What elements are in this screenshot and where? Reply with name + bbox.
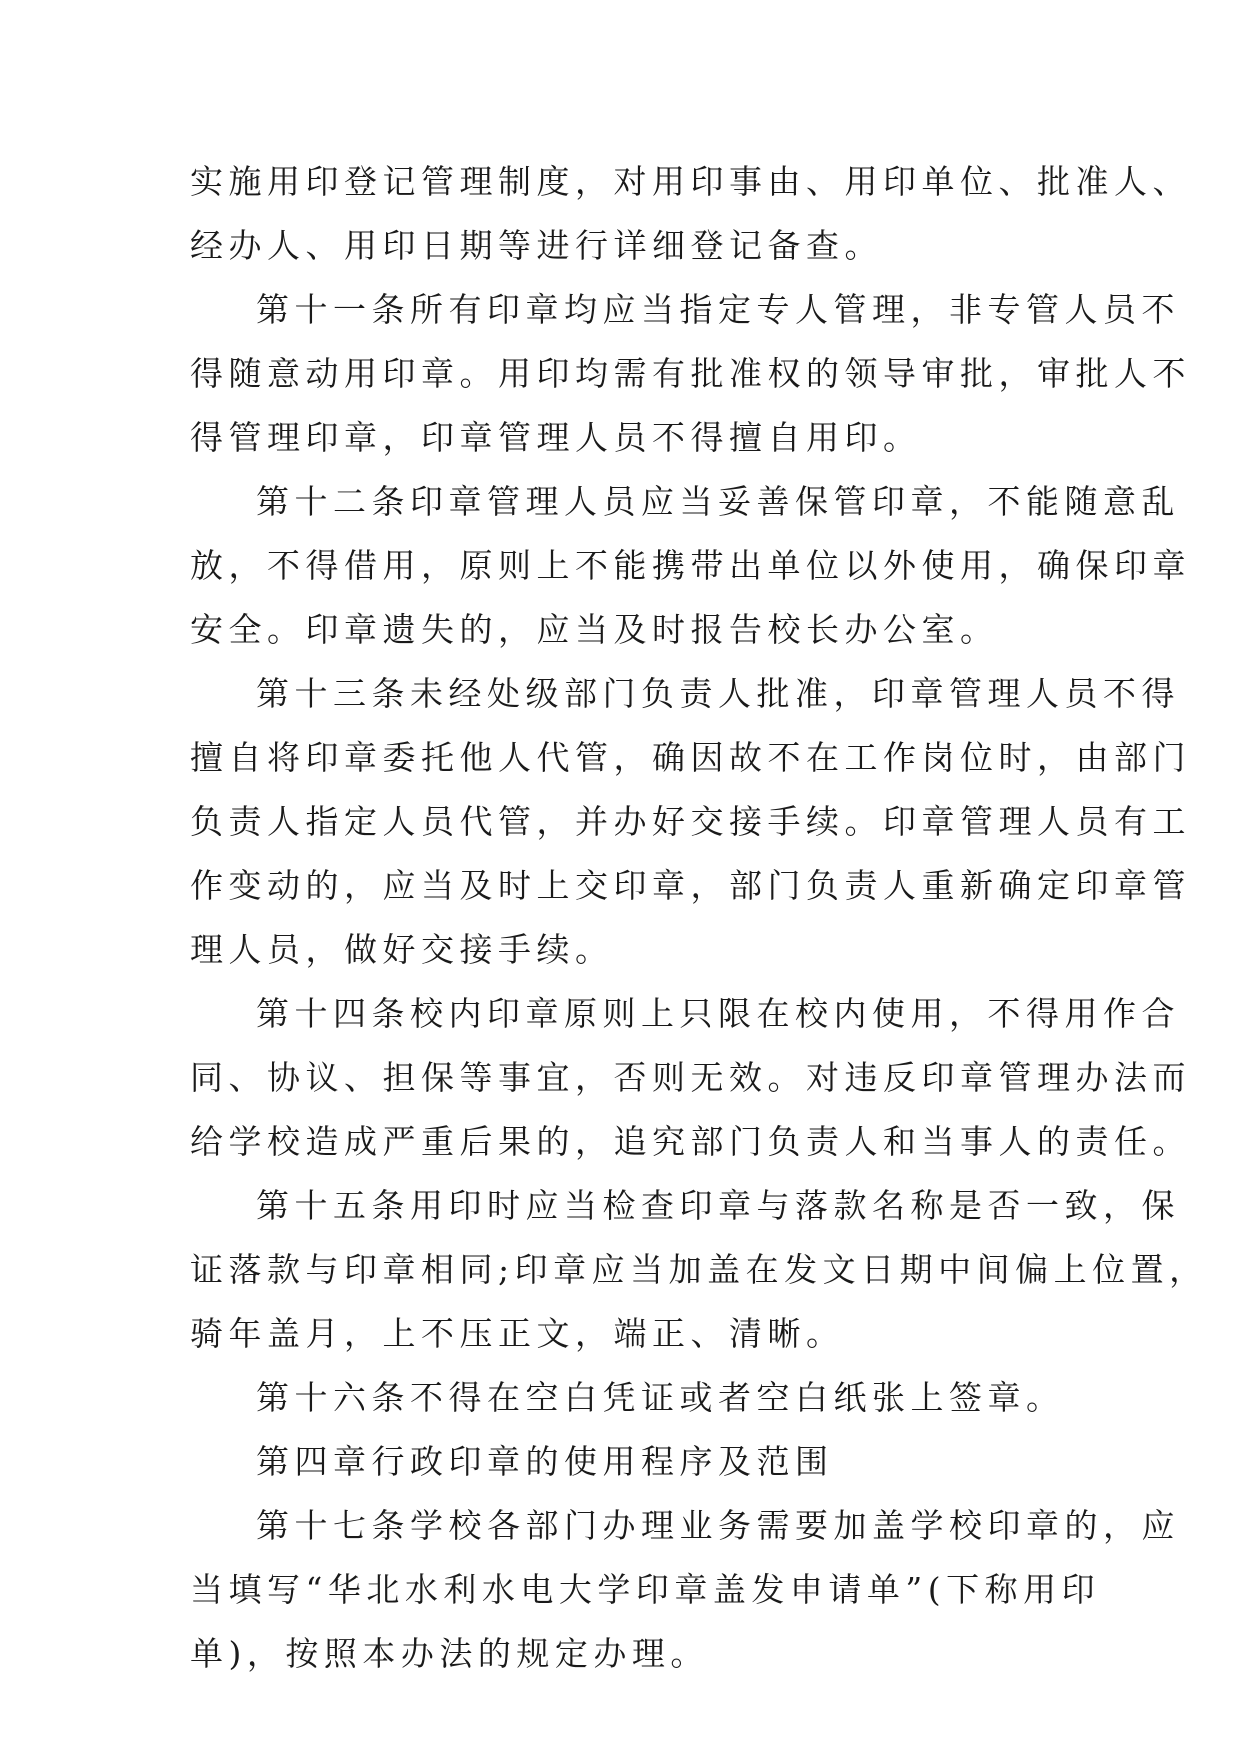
text-line: 擅自将印章委托他人代管，确因故不在工作岗位时，由部门 [190, 738, 1191, 777]
text-line: 当填写“华北水利水电大学印章盖发申请单”(下称用印 [190, 1570, 1101, 1609]
document-body [190, 150, 1208, 1686]
article-14-line: 第十四条校内印章原则上只限在校内使用，不得用作合 [256, 994, 1180, 1033]
text-line: 理人员，做好交接手续。 [190, 930, 614, 969]
text-line: 得管理印章，印章管理人员不得擅自用印。 [190, 418, 922, 457]
text-line: 骑年盖月，上不压正文，端正、清晰。 [190, 1314, 845, 1353]
article-16-line: 第十六条不得在空白凭证或者空白纸张上签章。 [256, 1378, 1065, 1417]
text-line: 安全。印章遗失的，应当及时报告校长办公室。 [190, 610, 999, 649]
text-line: 给学校造成严重后果的，追究部门负责人和当事人的责任。 [190, 1122, 1191, 1161]
article-15-line: 第十五条用印时应当检查印章与落款名称是否一致，保 [256, 1186, 1180, 1225]
text-line: 单)，按照本办法的规定办理。 [190, 1634, 709, 1673]
text-line: 证落款与印章相同;印章应当加盖在发文日期中间偏上位置， [190, 1250, 1208, 1289]
chapter-4-heading: 第四章行政印章的使用程序及范围 [256, 1442, 834, 1481]
text-line: 经办人、用印日期等进行详细登记备查。 [190, 226, 883, 265]
text-line: 得随意动用印章。用印均需有批准权的领导审批，审批人不 [190, 354, 1191, 393]
text-line: 同、协议、担保等事宜，否则无效。对违反印章管理办法而 [190, 1058, 1191, 1097]
text-line: 作变动的，应当及时上交印章，部门负责人重新确定印章管 [190, 866, 1191, 905]
text-line: 实施用印登记管理制度，对用印事由、用印单位、批准人、 [190, 162, 1191, 201]
article-12-line: 第十二条印章管理人员应当妥善保管印章，不能随意乱 [256, 482, 1180, 521]
article-17-line: 第十七条学校各部门办理业务需要加盖学校印章的，应 [256, 1506, 1180, 1545]
text-line: 放，不得借用，原则上不能携带出单位以外使用，确保印章 [190, 546, 1191, 585]
article-11-line: 第十一条所有印章均应当指定专人管理，非专管人员不 [256, 290, 1180, 329]
article-13-line: 第十三条未经处级部门负责人批准，印章管理人员不得 [256, 674, 1180, 713]
text-line: 负责人指定人员代管，并办好交接手续。印章管理人员有工 [190, 802, 1191, 841]
